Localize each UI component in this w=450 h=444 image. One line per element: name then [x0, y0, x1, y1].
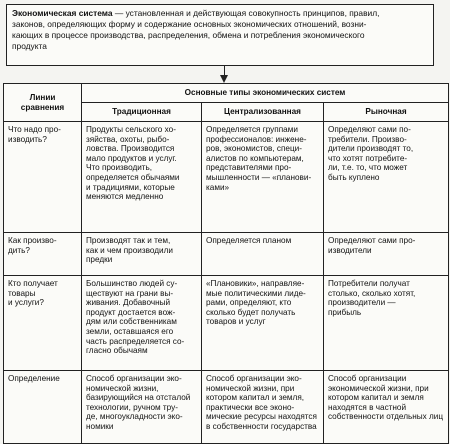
- cell-text-line: технологии, ручном тру-: [86, 402, 178, 412]
- cell-text-line: в собственности государства: [206, 421, 317, 431]
- definition-line: кающих в процессе производства, распределения, обмена и потребления экономического: [12, 30, 365, 40]
- market-cell: [324, 122, 449, 233]
- cell-text-line: практически все эконо-: [206, 402, 295, 412]
- comparison-table: [3, 83, 449, 444]
- cell-text-line: продукт достается вож-: [86, 307, 176, 317]
- corner-header: Линии сравнения: [4, 84, 82, 122]
- cell-text-line: номической жизни, при: [206, 383, 295, 393]
- table-row: [4, 276, 449, 371]
- cell-text-line: «Плановики», направляе-: [206, 279, 305, 288]
- cell-text-line: Большинство людей су-: [86, 279, 178, 288]
- table-row: [4, 233, 449, 276]
- centralized-cell: [202, 371, 324, 444]
- definition-line: продукта: [12, 41, 47, 51]
- cell-text-line: требители. Произво-: [328, 134, 407, 144]
- cell-text-line: часть распределяется со-: [86, 336, 185, 346]
- table-row: [4, 371, 449, 444]
- centralized-cell: [202, 276, 324, 371]
- cell-text-line: быть куплено: [328, 172, 380, 182]
- cell-text-line: и традициями, которые: [86, 182, 175, 192]
- market-cell: [324, 276, 449, 371]
- definition-line: законов, определяющих форму и содержание основных экономических отношений, возни-: [12, 19, 367, 29]
- criterion-cell: [4, 371, 82, 444]
- cell-text-line: Определяется планом: [206, 236, 292, 245]
- centralized-cell: [202, 233, 324, 276]
- cell-text-line: предки: [86, 255, 113, 265]
- cell-text-line: Определяется группами: [206, 125, 298, 134]
- centralized-cell: [202, 122, 324, 233]
- cell-text-line: и услуги?: [8, 298, 44, 308]
- cell-text-line: ли, т.е. то, что может: [328, 163, 408, 173]
- cell-text-line: зяйства, охоты, рыбо-: [86, 134, 170, 144]
- cell-text-line: Что надо про-: [8, 125, 61, 134]
- cell-text-line: ществуют на грани вы-: [86, 288, 174, 298]
- traditional-cell: [82, 371, 202, 444]
- cell-text-line: де, многоукладности эко-: [86, 412, 183, 422]
- market-cell: [324, 371, 449, 444]
- cell-text-line: Способ организации: [328, 374, 407, 383]
- cell-text-line: Определение: [8, 374, 60, 383]
- cell-text-line: Производят так и тем,: [86, 236, 171, 245]
- cell-text-line: рами, определяют, кто: [206, 298, 292, 308]
- cell-text-line: дям или собственникам: [86, 317, 177, 327]
- cell-text-line: ров, экономистов, специ-: [206, 144, 302, 154]
- cell-text-line: меняются медленно: [86, 192, 164, 202]
- cell-text-line: Кто получает: [8, 279, 58, 288]
- cell-text-line: мышленности — «планови-: [206, 172, 312, 182]
- cell-text-line: изводить?: [8, 134, 47, 144]
- cell-text-line: мические ресурсы находятся: [206, 412, 317, 422]
- cell-text-line: Продукты сельского хо-: [86, 125, 176, 134]
- cell-text-line: товаров и услуг: [206, 317, 266, 327]
- cell-text-line: производители —: [328, 298, 396, 308]
- cell-text-line: земли, оставшаяся его: [86, 326, 174, 336]
- group-header: Основные типы экономических систем: [82, 84, 449, 103]
- cell-text-line: столько, сколько хотят,: [328, 288, 416, 298]
- column-header-centralized: Централизованная: [202, 103, 324, 122]
- cell-text-line: Определяют сами про-: [328, 236, 416, 245]
- cell-text-line: определяется обычаями: [86, 172, 180, 182]
- table-header-row: [4, 84, 449, 103]
- cell-text-line: что хотят потребите-: [328, 153, 408, 163]
- traditional-cell: [82, 122, 202, 233]
- cell-text-line: базирующийся на отсталой: [86, 393, 191, 403]
- cell-text-line: дители производят то,: [328, 144, 414, 154]
- cell-text-line: Определяют сами по-: [328, 125, 411, 134]
- cell-text-line: котором капитал и земля,: [206, 393, 305, 403]
- column-header-market: Рыночная: [324, 103, 449, 122]
- criterion-cell: [4, 122, 82, 233]
- cell-text-line: живания. Добавочный: [86, 298, 171, 308]
- table-row: [4, 122, 449, 233]
- column-header-traditional: Традиционная: [82, 103, 202, 122]
- cell-text-line: ками»: [206, 182, 230, 192]
- criterion-cell: [4, 276, 82, 371]
- cell-text-line: котором капитал и земля: [328, 393, 424, 403]
- cell-text-line: ловства. Производится: [86, 144, 175, 154]
- cell-text-line: Как произво-: [8, 236, 57, 245]
- cell-text-line: мало продуктов и услуг.: [86, 153, 177, 163]
- cell-text-line: собственности отдельных лиц: [328, 412, 444, 422]
- cell-text-line: Потребители получат: [328, 279, 410, 288]
- cell-text-line: находятся в частной: [328, 402, 407, 412]
- cell-text-line: прибыль: [328, 307, 362, 317]
- cell-text-line: профессионалов: инжене-: [206, 134, 307, 144]
- cell-text-line: дить?: [8, 245, 30, 255]
- cell-text-line: представителями про-: [206, 163, 292, 173]
- cell-text-line: сколько будет получать: [206, 307, 296, 317]
- cell-text-line: Способ организации эко-: [86, 374, 182, 383]
- cell-text-line: мые политическими лиде-: [206, 288, 306, 298]
- traditional-cell: [82, 233, 202, 276]
- criterion-cell: [4, 233, 82, 276]
- cell-text-line: алистов по компьютерам,: [206, 153, 304, 163]
- cell-text-line: номики: [86, 421, 114, 431]
- cell-text-line: товары: [8, 288, 36, 298]
- market-cell: [324, 233, 449, 276]
- cell-text-line: Способ организации эко-: [206, 374, 302, 383]
- cell-text-line: гласно обычаям: [86, 346, 148, 356]
- cell-text-line: изводители: [328, 245, 372, 255]
- definition-line: — установленная и действующая совокупность принципов, правил,: [112, 8, 380, 18]
- cell-text-line: как и чем производили: [86, 245, 173, 255]
- definition-box: [6, 4, 434, 66]
- definition-term: Экономическая система: [12, 8, 113, 18]
- cell-text-line: экономической жизни, при: [328, 383, 429, 393]
- cell-text-line: Что производить,: [86, 163, 153, 173]
- down-arrow-icon: [220, 75, 228, 83]
- traditional-cell: [82, 276, 202, 371]
- cell-text-line: номической жизни,: [86, 383, 159, 393]
